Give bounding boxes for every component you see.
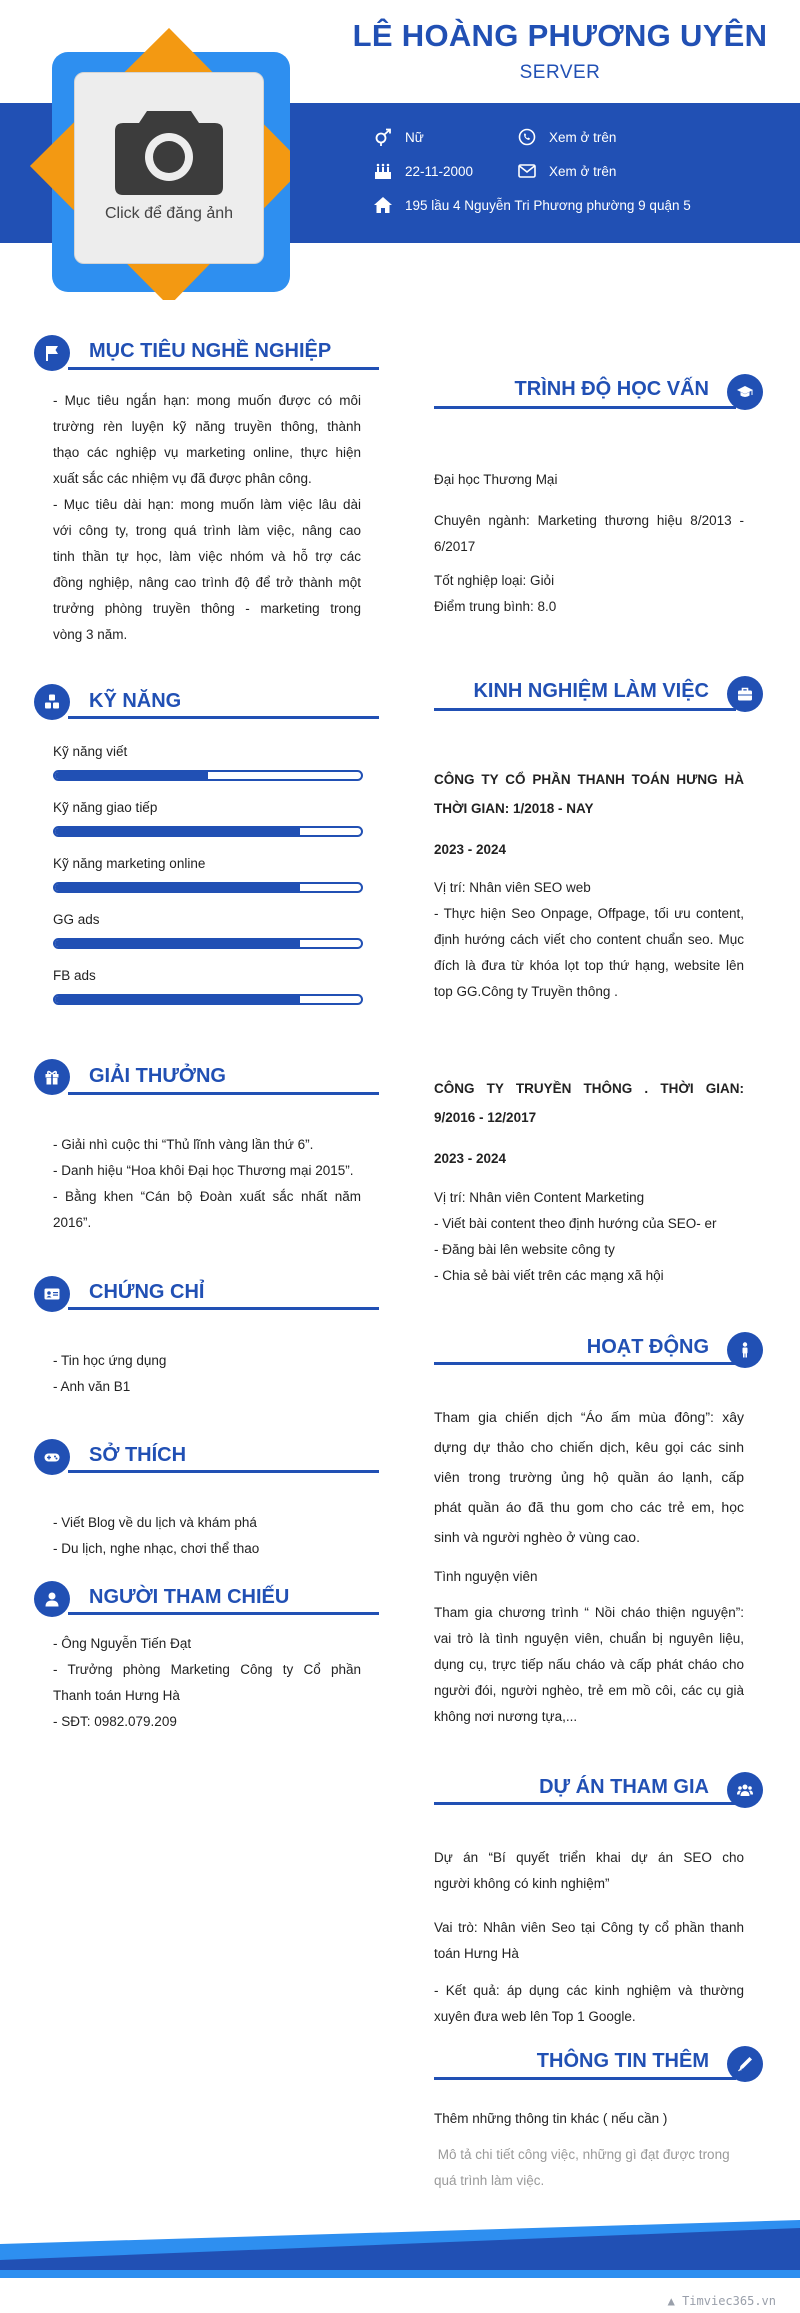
education-title[interactable]: TRÌNH ĐỘ HỌC VẤN <box>514 378 709 400</box>
address-value: 195 lầu 4 Nguyễn Tri Phương phường 9 quận 5 <box>405 197 691 213</box>
objective-line: thạo các nghiệp vụ marketing online, thực hiện <box>53 445 361 460</box>
more-info-hint[interactable] <box>434 2142 744 2194</box>
experience-underline <box>434 708 736 711</box>
more-info-underline <box>434 2077 736 2080</box>
education-gpa[interactable]: Điểm trung bình: 8.0 <box>434 599 557 614</box>
objective-line: - Mục tiêu dài hạn: mong muốn làm việc lâu dài <box>53 497 361 512</box>
project-line: - Kết quả: áp dụng các kinh nghiệm và thường <box>434 1983 744 1998</box>
briefcase-icon <box>727 676 763 712</box>
activity-line: Tham gia chương trình “ Nồi cháo thiện nguyện”: <box>434 1605 744 1620</box>
job-title[interactable]: SERVER <box>519 62 601 83</box>
contact-birthday[interactable] <box>373 162 473 180</box>
activities-title[interactable]: HOẠT ĐỘNG <box>586 1336 709 1358</box>
job-line: Vị trí: Nhân viên Content Marketing <box>434 1190 645 1205</box>
objective-line: trưởng phòng truyền thông - marketing trong <box>53 601 361 616</box>
job-line: - Chia sẻ bài viết trên các mạng xã hội <box>434 1268 664 1283</box>
education-school[interactable]: Đại học Thương Mại <box>434 472 558 487</box>
gender-value: Nữ <box>405 129 424 145</box>
hobby-line: - Viết Blog về du lịch và khám phá <box>53 1515 257 1530</box>
activity-line: sinh và người nghèo ở vùng cao. <box>434 1529 640 1545</box>
projects-text-3[interactable] <box>434 1978 744 2030</box>
objective-line: xuất sắc các nhiệm vụ đã được phân công. <box>53 471 312 486</box>
activity-line: dụng cụ, trực tiếp nấu cháo và cấp phát cháo cho <box>434 1657 744 1672</box>
phone-value: Xem ở trên <box>549 129 617 145</box>
skill-fill <box>55 828 300 835</box>
contact-address[interactable] <box>373 196 691 214</box>
skill-bar <box>53 826 363 837</box>
activity-line: vai trò là tình nguyện viên, chuẩn bị nguyên liệu, <box>434 1631 744 1646</box>
activities-text-1[interactable] <box>434 1402 744 1552</box>
objective-line: tinh thần tự học, làm việc nhóm và hỗ trợ các <box>53 549 361 564</box>
project-line: Vai trò: Nhân viên Seo tại Công ty cổ phần thanh <box>434 1920 744 1935</box>
reference-line: - Ông Nguyễn Tiến Đạt <box>53 1636 192 1651</box>
job-description[interactable] <box>434 875 744 1005</box>
job-company[interactable] <box>434 1076 744 1131</box>
watermark <box>668 2294 776 2308</box>
email-value: Xem ở trên <box>549 163 617 179</box>
education-major[interactable] <box>434 508 744 560</box>
reference-line: - Trưởng phòng Marketing Công ty Cổ phần <box>53 1662 361 1677</box>
skill-fill <box>55 940 300 947</box>
objective-line: đồng nghiệp, nâng cao trình độ để trở thành một <box>53 575 361 590</box>
contact-phone[interactable] <box>517 128 616 146</box>
skill-label[interactable]: Kỹ năng marketing online <box>53 856 206 871</box>
experience-title[interactable]: KINH NGHIỆM LÀM VIỆC <box>473 680 709 702</box>
objective-line: - Mục tiêu ngắn hạn: mong muốn được có môi <box>53 393 361 408</box>
certificate-line: - Tin học ứng dụng <box>53 1353 167 1368</box>
avatar-upload-label[interactable]: Click để đăng ảnh <box>104 205 234 222</box>
certificates-text[interactable] <box>53 1348 361 1400</box>
id-card-icon <box>34 1276 70 1312</box>
award-line: - Bằng khen “Cán bộ Đoàn xuất sắc nhất năm <box>53 1189 361 1204</box>
award-line: - Danh hiệu “Hoa khôi Đại học Thương mại 2015”. <box>53 1163 354 1178</box>
skills-underline <box>68 716 379 719</box>
objective-text[interactable] <box>53 388 361 648</box>
award-line: 2016”. <box>53 1215 92 1230</box>
gender-icon <box>373 128 393 146</box>
job-line: đích là đưa từ khóa lọt top thứ hạng, website lên <box>434 958 744 973</box>
activity-line: dựng dự thảo cho chiến dịch, kêu gọi các sinh <box>434 1439 744 1455</box>
cubes-icon <box>34 684 70 720</box>
graduation-cap-icon <box>727 374 763 410</box>
user-icon <box>34 1581 70 1617</box>
job-line: top GG.Công ty Truyền thông . <box>434 984 618 999</box>
references-title[interactable]: NGƯỜI THAM CHIẾU <box>89 1586 290 1608</box>
education-grade[interactable]: Tốt nghiệp loại: Giỏi <box>434 573 555 588</box>
hobbies-title[interactable]: SỞ THÍCH <box>89 1444 187 1466</box>
envelope-icon <box>517 162 537 180</box>
job-line: - Thực hiện Seo Onpage, Offpage, tối ưu content, <box>434 906 744 921</box>
activity-line: phát quần áo đã thu gom cho các trẻ em, học <box>434 1499 744 1515</box>
awards-title[interactable]: GIẢI THƯỞNG <box>89 1065 226 1087</box>
job-company-line: CÔNG TY TRUYỀN THÔNG . THỜI GIAN: <box>434 1081 744 1096</box>
home-icon <box>373 196 393 214</box>
education-major-line: 6/2017 <box>434 539 476 554</box>
skill-fill <box>55 772 208 779</box>
job-company-line: 9/2016 - 12/2017 <box>434 1110 537 1125</box>
skill-fill <box>55 884 300 891</box>
awards-underline <box>68 1092 379 1095</box>
job-line: định hướng cách viết cho content chuẩn seo. Mục <box>434 932 744 947</box>
awards-text[interactable] <box>53 1132 361 1236</box>
certificates-title[interactable]: CHỨNG CHỈ <box>89 1281 205 1303</box>
more-info-hint-line: quá trình làm việc. <box>434 2173 545 2188</box>
more-info-title[interactable]: THÔNG TIN THÊM <box>536 2050 709 2072</box>
activity-line: người đói, người nghèo, trẻ em mồ côi, các cụ già <box>434 1683 744 1698</box>
skill-bar <box>53 770 363 781</box>
skill-label[interactable]: GG ads <box>53 912 100 927</box>
projects-text-1[interactable] <box>434 1845 744 1897</box>
certificates-underline <box>68 1307 379 1310</box>
skill-label[interactable]: Kỹ năng viết <box>53 744 128 759</box>
activities-underline <box>434 1362 736 1365</box>
contact-email[interactable] <box>517 162 616 180</box>
activity-line: Tham gia chiến dịch “Áo ấm mùa đông”: xây <box>434 1409 744 1425</box>
objective-line: với công ty, trong quá trình làm việc, nâng cao <box>53 523 361 538</box>
objective-line: vòng 3 năm. <box>53 627 128 642</box>
camera-icon <box>113 101 225 197</box>
contact-gender[interactable] <box>373 128 424 146</box>
job-company-line: THỜI GIAN: 1/2018 - NAY <box>434 801 594 816</box>
gift-icon <box>34 1059 70 1095</box>
birthday-value: 22-11-2000 <box>405 163 474 179</box>
education-major-line: Chuyên ngành: Marketing thương hiệu 8/2013 - <box>434 513 744 528</box>
activities-subtitle[interactable]: Tình nguyện viên <box>434 1569 538 1584</box>
certificate-line: - Anh văn B1 <box>53 1379 131 1394</box>
objective-line: trường rèn luyện kỹ năng truyền thông, thành <box>53 419 361 434</box>
skill-bar <box>53 938 363 949</box>
activity-line: không nơi nương tựa,... <box>434 1709 578 1724</box>
skill-label[interactable]: Kỹ năng giao tiếp <box>53 800 158 815</box>
reference-line: - SĐT: 0982.079.209 <box>53 1714 177 1729</box>
watermark-text: Timviec365.vn <box>682 2294 776 2308</box>
flag-icon <box>34 335 70 371</box>
job-company[interactable] <box>434 767 744 822</box>
reference-line: Thanh toán Hưng Hà <box>53 1688 180 1703</box>
references-underline <box>68 1612 379 1615</box>
more-info-text[interactable]: Thêm những thông tin khác ( nếu cần ) <box>434 2111 668 2126</box>
hobbies-underline <box>68 1470 379 1473</box>
job-line: Vị trí: Nhân viên SEO web <box>434 880 591 895</box>
phone-icon <box>517 128 537 146</box>
job-description[interactable] <box>434 1185 744 1289</box>
skills-title[interactable]: KỸ NĂNG <box>89 690 182 712</box>
job-period[interactable]: 2023 - 2024 <box>434 1151 507 1166</box>
more-info-hint-line: Mô tả chi tiết công việc, những gì đạt được trong <box>434 2147 730 2162</box>
hobbies-text[interactable] <box>53 1510 361 1562</box>
activity-line: viên trong trường ủng hộ quần áo lạnh, cấp <box>434 1469 744 1485</box>
project-line: toán Hưng Hà <box>434 1946 519 1961</box>
projects-underline <box>434 1802 736 1805</box>
job-period[interactable]: 2023 - 2024 <box>434 842 507 857</box>
project-line: xuyên đưa web lên Top 1 Google. <box>434 2009 636 2024</box>
job-line: - Viết bài content theo định hướng của SEO- er <box>434 1216 717 1231</box>
candidate-name[interactable]: LÊ HOÀNG PHƯƠNG UYÊN <box>352 18 768 53</box>
hobby-line: - Du lịch, nghe nhạc, chơi thể thao <box>53 1541 260 1556</box>
job-line: - Đăng bài lên website công ty <box>434 1242 615 1257</box>
projects-text-2[interactable] <box>434 1915 744 1967</box>
projects-title[interactable]: DỰ ÁN THAM GIA <box>539 1776 709 1798</box>
skill-label[interactable]: FB ads <box>53 968 96 983</box>
activities-text-2[interactable] <box>434 1600 744 1730</box>
birthday-cake-icon <box>373 162 393 180</box>
watermark-icon: ▲ <box>667 2294 683 2308</box>
job-company-line: CÔNG TY CỔ PHẦN THANH TOÁN HƯNG HÀ <box>434 772 744 787</box>
skill-bar <box>53 882 363 893</box>
project-line: Dự án “Bí quyết triển khai dự án SEO cho <box>434 1850 744 1865</box>
award-line: - Giải nhì cuộc thi “Thủ lĩnh vàng lần thứ 6”. <box>53 1137 314 1152</box>
objective-underline <box>68 367 379 370</box>
skill-bar <box>53 994 363 1005</box>
objective-title[interactable]: MỤC TIÊU NGHỀ NGHIỆP <box>89 340 332 362</box>
skill-fill <box>55 996 300 1003</box>
gamepad-icon <box>34 1439 70 1475</box>
project-line: người không có kinh nghiệm” <box>434 1876 610 1891</box>
education-underline <box>434 406 736 409</box>
references-text[interactable] <box>53 1631 361 1735</box>
